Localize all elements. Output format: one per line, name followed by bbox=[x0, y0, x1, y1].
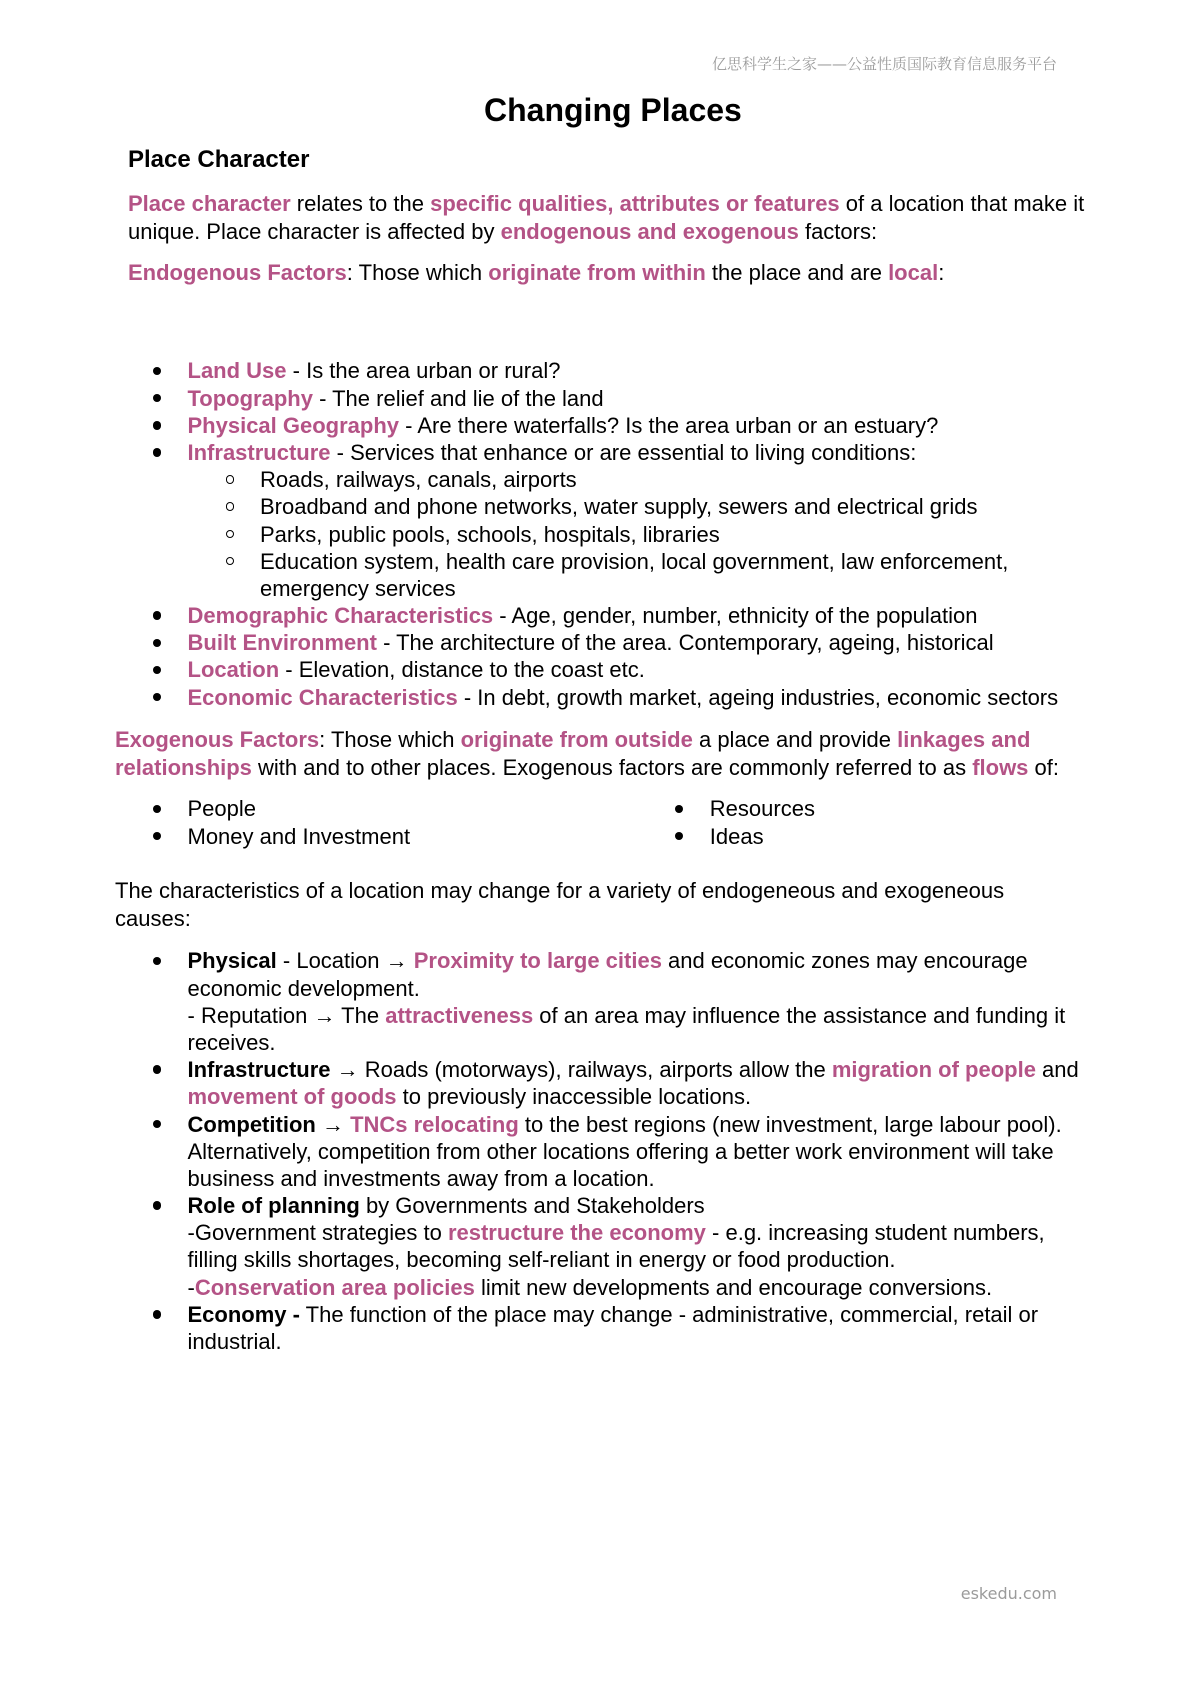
text-run: - Age, gender, number, ethnicity of the population bbox=[493, 603, 978, 629]
text-line bbox=[710, 823, 815, 850]
text-line bbox=[260, 493, 1058, 520]
text-run: relates to the bbox=[290, 191, 431, 217]
text-line bbox=[188, 1328, 1079, 1355]
text-line bbox=[115, 877, 1004, 904]
causes-list bbox=[188, 947, 1079, 1355]
text-line bbox=[128, 259, 944, 286]
text-line bbox=[115, 726, 1059, 753]
text-line bbox=[188, 795, 411, 822]
text-line bbox=[188, 412, 1059, 439]
bullet-icon bbox=[153, 1201, 162, 1210]
term-highlight: TNCs relocating bbox=[350, 1111, 519, 1137]
text-line bbox=[188, 1083, 1079, 1110]
text-run: → Roads (motorways), railways, airports allow the bbox=[330, 1057, 832, 1083]
term-highlight: Exogenous Factors bbox=[115, 727, 320, 753]
text-run: by Governments and Stakeholders bbox=[359, 1193, 705, 1219]
endogenous-intro bbox=[128, 259, 944, 286]
term-highlight: Topography bbox=[187, 385, 313, 411]
text-run: of: bbox=[1028, 754, 1059, 780]
bullet-icon bbox=[153, 832, 162, 841]
bullet-icon bbox=[153, 611, 162, 620]
list-item bbox=[188, 412, 1059, 439]
text-run: - The architecture of the area. Contemporary, ageing, historical bbox=[376, 630, 994, 656]
term-highlight: Physical Geography bbox=[187, 412, 400, 438]
bullet-icon bbox=[153, 666, 162, 675]
text-run: -Government strategies to bbox=[187, 1220, 448, 1246]
text-line bbox=[188, 1111, 1079, 1138]
text-run: - Elevation, distance to the coast etc. bbox=[279, 657, 645, 683]
term-highlight: Location bbox=[187, 657, 280, 683]
list-item bbox=[188, 1301, 1079, 1355]
term-highlight: originate from outside bbox=[460, 727, 693, 753]
term-highlight: relationships bbox=[115, 754, 252, 780]
term-highlight: specific qualities, attributes or features bbox=[430, 191, 840, 217]
bullet-icon bbox=[675, 832, 684, 841]
term-bold: Role of planning bbox=[187, 1193, 360, 1219]
text-run: factors: bbox=[798, 218, 878, 244]
list-item bbox=[188, 439, 1059, 602]
causes-intro bbox=[115, 877, 1004, 931]
text-run: unique. Place character is affected by bbox=[128, 218, 501, 244]
text-line bbox=[188, 1002, 1079, 1029]
text-run: - Reputation → The bbox=[187, 1002, 386, 1028]
text-run: People bbox=[187, 796, 257, 822]
list-item bbox=[188, 795, 411, 822]
hollow-bullet-icon bbox=[226, 475, 235, 484]
bullet-icon bbox=[153, 1120, 162, 1129]
text-line bbox=[188, 1219, 1079, 1246]
text-line bbox=[710, 795, 815, 822]
site-banner: 亿思科学生之家——公益性质国际教育信息服务平台 bbox=[711, 55, 1057, 73]
site-footer: eskedu.com bbox=[960, 1584, 1057, 1603]
term-highlight: originate from within bbox=[488, 260, 706, 286]
text-line bbox=[115, 905, 1004, 932]
term-highlight: flows bbox=[972, 754, 1029, 780]
text-run: The characteristics of a location may change for a variety of endogeneous and exogeneous bbox=[115, 878, 1005, 904]
bullet-icon bbox=[675, 805, 684, 814]
text-line bbox=[188, 1301, 1079, 1328]
text-run: Broadband and phone networks, water supply, sewers and electrical grids bbox=[260, 494, 978, 520]
bullet-icon bbox=[153, 1310, 162, 1319]
text-line bbox=[188, 975, 1079, 1002]
text-run: Resources bbox=[709, 796, 815, 822]
term-highlight: Proximity to large cities bbox=[413, 948, 662, 974]
text-run: Ideas bbox=[709, 823, 764, 849]
text-run: industrial. bbox=[187, 1329, 282, 1355]
term-highlight: Land Use bbox=[187, 358, 287, 384]
list-item bbox=[188, 684, 1059, 711]
text-line bbox=[260, 575, 1058, 602]
list-item bbox=[188, 656, 1059, 683]
bullet-icon bbox=[153, 394, 162, 403]
hollow-bullet-icon bbox=[226, 530, 235, 539]
term-highlight: Infrastructure bbox=[187, 439, 331, 465]
list-item bbox=[710, 823, 815, 850]
text-run: limit new developments and encourage conversions. bbox=[474, 1274, 993, 1300]
text-run: Education system, health care provision, local government, law enforcement, bbox=[260, 548, 1009, 574]
text-run: Roads, railways, canals, airports bbox=[260, 467, 577, 493]
sub-list-item bbox=[260, 466, 1058, 493]
bullet-icon bbox=[153, 421, 162, 430]
list-item bbox=[188, 1111, 1079, 1193]
text-line bbox=[188, 1029, 1079, 1056]
text-line bbox=[188, 629, 1059, 656]
text-run: : bbox=[938, 260, 945, 286]
page-title: Changing Places bbox=[484, 92, 742, 128]
bullet-icon bbox=[153, 1065, 162, 1074]
bullet-icon bbox=[153, 693, 162, 702]
text-line bbox=[188, 602, 1059, 629]
text-run: to the best regions (new investment, large labour pool). bbox=[518, 1111, 1062, 1137]
arrow-run: → bbox=[315, 1111, 351, 1137]
section-heading: Place Character bbox=[128, 146, 310, 173]
bullet-icon bbox=[153, 957, 162, 966]
bullet-icon bbox=[153, 639, 162, 648]
term-highlight: endogenous and exogenous bbox=[500, 218, 799, 244]
list-item bbox=[188, 385, 1059, 412]
text-line bbox=[188, 1192, 1079, 1219]
list-item bbox=[188, 1192, 1079, 1301]
text-line bbox=[188, 656, 1059, 683]
text-run: - Location → bbox=[276, 948, 414, 974]
list-item bbox=[188, 629, 1059, 656]
text-line bbox=[188, 1274, 1079, 1301]
term-highlight: Economic Characteristics bbox=[187, 684, 458, 710]
text-line bbox=[260, 521, 1058, 548]
text-run: : Those which bbox=[319, 727, 461, 753]
term-bold: Infrastructure bbox=[187, 1057, 331, 1083]
text-run: filling skills shortages, becoming self-reliant in energy or food production. bbox=[187, 1247, 896, 1273]
list-item bbox=[188, 947, 1079, 1056]
text-run: causes: bbox=[115, 905, 191, 931]
text-line bbox=[188, 385, 1059, 412]
term-bold: Physical bbox=[187, 948, 277, 974]
term-highlight: movement of goods bbox=[187, 1084, 397, 1110]
term-highlight: Place character bbox=[128, 191, 291, 217]
list-item bbox=[188, 602, 1059, 629]
text-line bbox=[260, 548, 1058, 575]
text-run: Parks, public pools, schools, hospitals, libraries bbox=[260, 521, 720, 547]
text-run: - In debt, growth market, ageing industries, economic sectors bbox=[457, 684, 1059, 710]
text-run: the place and are bbox=[705, 260, 889, 286]
term-highlight: Endogenous Factors bbox=[128, 260, 347, 286]
intro-paragraph bbox=[128, 190, 1084, 244]
bullet-icon bbox=[153, 805, 162, 814]
text-run: and bbox=[1035, 1057, 1079, 1083]
text-line bbox=[128, 190, 1084, 217]
term-highlight: linkages and bbox=[897, 727, 1031, 753]
text-run: and economic zones may encourage bbox=[661, 948, 1028, 974]
text-line bbox=[115, 754, 1059, 781]
hollow-bullet-icon bbox=[226, 502, 235, 511]
text-run: receives. bbox=[187, 1029, 276, 1055]
term-bold: Economy - bbox=[187, 1301, 300, 1327]
text-run: : Those which bbox=[346, 260, 489, 286]
flows-list-left bbox=[188, 795, 411, 849]
bullet-icon bbox=[153, 448, 162, 457]
text-line bbox=[260, 466, 1058, 493]
text-run: - The relief and lie of the land bbox=[312, 385, 604, 411]
text-run: business and investments away from a location. bbox=[187, 1165, 655, 1191]
text-run: Money and Investment bbox=[187, 823, 411, 849]
term-highlight: Conservation area policies bbox=[194, 1274, 475, 1300]
text-line bbox=[188, 1138, 1079, 1165]
list-item bbox=[188, 823, 411, 850]
text-run: - Services that enhance or are essential to living conditions: bbox=[330, 439, 917, 465]
sub-list-item bbox=[260, 493, 1058, 520]
text-line bbox=[188, 357, 1059, 384]
text-line bbox=[128, 218, 1084, 245]
text-line bbox=[188, 947, 1079, 974]
text-run: Alternatively, competition from other locations offering a better work environment will take bbox=[187, 1138, 1054, 1164]
text-line bbox=[188, 823, 411, 850]
bullet-icon bbox=[153, 367, 162, 376]
term-bold: Competition bbox=[187, 1111, 316, 1137]
list-item bbox=[188, 1056, 1079, 1110]
text-run: - Is the area urban or rural? bbox=[286, 358, 561, 384]
term-highlight: attractiveness bbox=[385, 1002, 534, 1028]
term-highlight: restructure the economy bbox=[447, 1220, 706, 1246]
term-highlight: Demographic Characteristics bbox=[187, 603, 494, 629]
text-line bbox=[188, 439, 1059, 466]
sub-list-item bbox=[260, 521, 1058, 548]
endogenous-list bbox=[188, 357, 1059, 710]
term-highlight: Built Environment bbox=[187, 630, 377, 656]
text-run: economic development. bbox=[187, 975, 420, 1001]
list-item bbox=[188, 357, 1059, 384]
sub-list-item bbox=[260, 548, 1058, 602]
text-line bbox=[188, 1165, 1079, 1192]
text-line bbox=[188, 684, 1059, 711]
text-run: emergency services bbox=[260, 575, 456, 601]
hollow-bullet-icon bbox=[226, 557, 235, 566]
text-run: - e.g. increasing student numbers, bbox=[705, 1220, 1045, 1246]
text-line bbox=[188, 1246, 1079, 1273]
term-highlight: migration of people bbox=[831, 1057, 1036, 1083]
text-run: with and to other places. Exogenous factors are commonly referred to as bbox=[251, 754, 973, 780]
text-run: The function of the place may change - administrative, commercial, retail or bbox=[299, 1301, 1039, 1327]
text-run: to previously inaccessible locations. bbox=[396, 1084, 752, 1110]
text-run: of an area may influence the assistance and funding it bbox=[533, 1002, 1066, 1028]
flows-list-right bbox=[710, 795, 815, 849]
text-run: of a location that make it bbox=[839, 191, 1085, 217]
term-highlight: local bbox=[888, 260, 939, 286]
text-run: - Are there waterfalls? Is the area urban or an estuary? bbox=[399, 412, 939, 438]
list-item bbox=[710, 795, 815, 822]
text-run: - bbox=[187, 1274, 195, 1300]
exogenous-paragraph bbox=[115, 726, 1059, 780]
text-run: a place and provide bbox=[692, 727, 898, 753]
text-line bbox=[188, 1056, 1079, 1083]
